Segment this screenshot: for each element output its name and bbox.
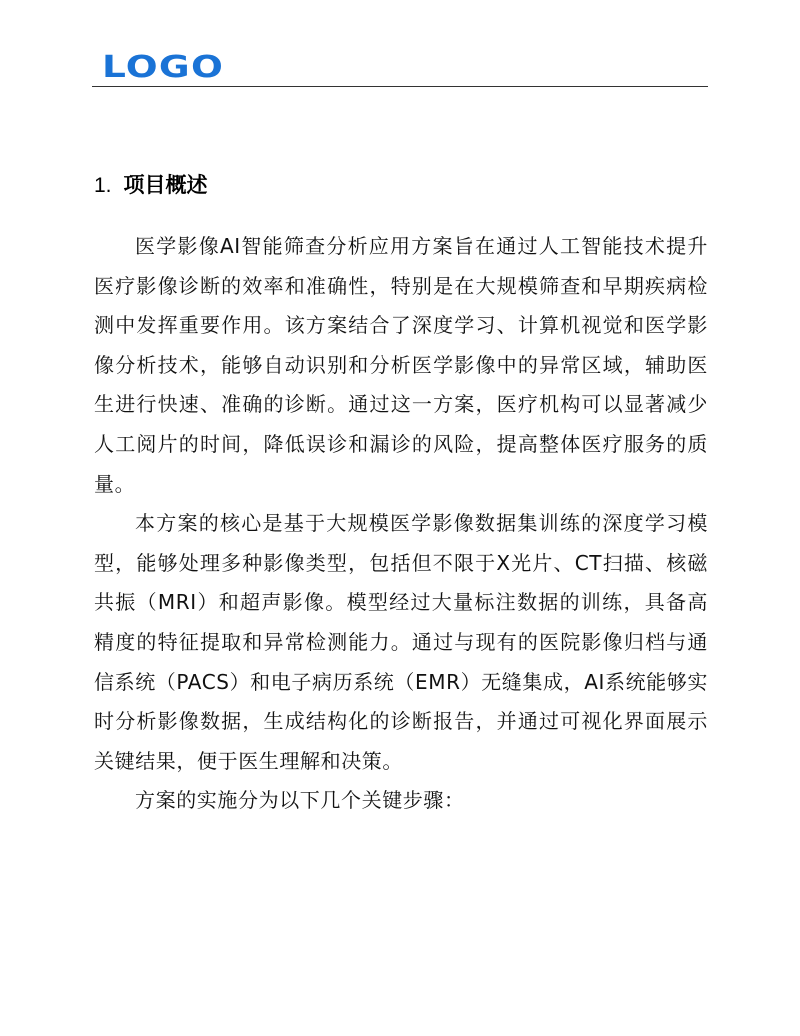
page-header <box>92 50 708 87</box>
paragraph-overview: 医学影像AI智能筛查分析应用方案旨在通过人工智能技术提升医疗影像诊断的效率和准确性，特别是在大规模筛查和早期疾病检测中发挥重要作用。该方案结合了深度学习、计算机视觉和医学影像分析技术，能够自动识别和分析医学影像中的异常区域，辅助医生进行快速、准确的诊断。通过这一方案，医疗机构可以显著减少人工阅片的时间，降低误诊和漏诊的风险，提高整体医疗服务的质量。 <box>94 234 708 496</box>
paragraph-steps-intro: 方案的实施分为以下几个关键步骤： <box>135 788 465 813</box>
logo: LOGO <box>102 50 225 85</box>
section-heading <box>94 170 208 201</box>
paragraph-core-model: 本方案的核心是基于大规模医学影像数据集训练的深度学习模型，能够处理多种影像类型，包括但不限于X光片、CT扫描、核磁共振（MRI）和超声影像。模型经过大量标注数据的训练，具备高精度的特征提取和异常检测能力。通过与现有的医院影像归档与通信系统（PACS）和电子病历系统（EMR）无缝集成，AI系统能够实时分析影像数据，生成结构化的诊断报告，并通过可视化界面展示关键结果，便于医生理解和决策。 <box>94 511 708 773</box>
section-title: 项目概述 <box>123 173 208 197</box>
section-number: 1. <box>94 174 112 197</box>
body-text <box>94 227 708 821</box>
